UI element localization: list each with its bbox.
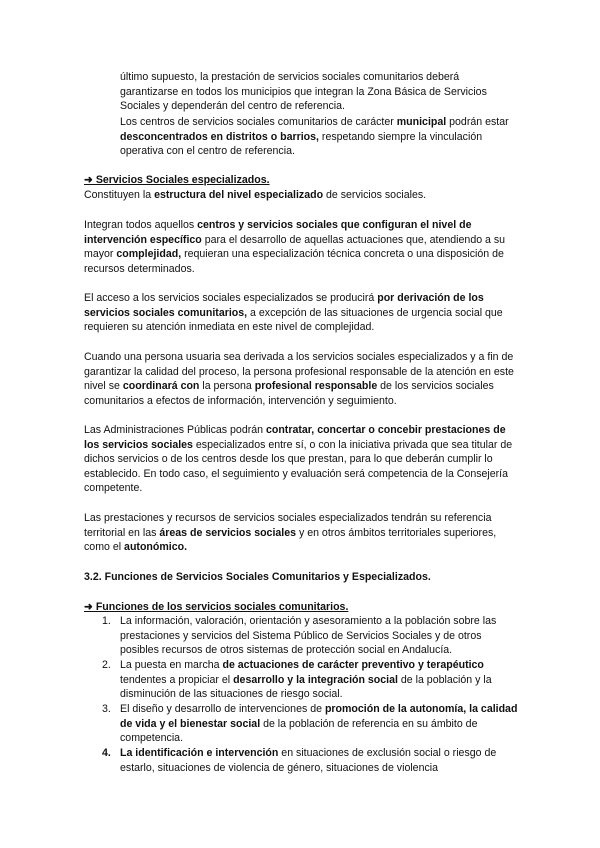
list-item-text: La puesta en marcha de actuaciones de carácter preventivo y terapéutico tendentes a propiciar el desarrollo y la integración social de la población y la disminución de las situaciones de riesgo social.	[120, 659, 492, 701]
list-number: 4.	[102, 747, 111, 759]
intro-paragraph-1: último supuesto, la prestación de servicios sociales comunitarios deberá garantizarse en todos los municipios que integran la Zona Básica de Servicios Sociales y dependerán del centro de referencia.	[120, 71, 487, 113]
comunitarios-funciones-heading: ➜ Funciones de los servicios sociales comunitarios.	[84, 601, 349, 613]
especializados-heading: ➜ Servicios Sociales especializados.	[84, 174, 270, 186]
intro-paragraph-2: Los centros de servicios sociales comunitarios de carácter municipal podrán estar desconcentrados en distritos o barrios, respetando siempre la vinculación operativa con el centro de referencia.	[120, 116, 509, 158]
list-item	[102, 658, 520, 702]
list-item	[102, 614, 520, 658]
list-number: 3.	[102, 703, 111, 715]
list-number: 1.	[102, 615, 111, 627]
list-number: 2.	[102, 659, 111, 671]
list-item-text: La identificación e intervención en situaciones de exclusión social o riesgo de estarlo, situaciones de violencia de género, situaciones de violencia	[120, 747, 497, 774]
especializados-paragraph-6: Las prestaciones y recursos de servicios sociales especializados tendrán su referencia territorial en las áreas de servicios sociales y en otros ámbitos territoriales superiores, como el autonómico.	[84, 512, 497, 554]
list-item	[102, 702, 520, 746]
list-item-text: La información, valoración, orientación y asesoramiento a la población sobre las prestaciones y servicios del Sistema Público de Servicios Sociales y de otros posibles recursos de otros sistemas de protección social en Andalucía.	[120, 615, 497, 657]
especializados-paragraph-1: Constituyen la estructura del nivel especializado de servicios sociales.	[84, 189, 427, 201]
section-32-title: 3.2. Funciones de Servicios Sociales Comunitarios y Especializados.	[84, 571, 431, 583]
list-item	[102, 746, 520, 775]
especializados-paragraph-5: Las Administraciones Públicas podrán contratar, concertar o concebir prestaciones de los servicios sociales especializados entre sí, o con la iniciativa privada que sea titular de dichos servicios o de los centros desde los que prestan, para lo que deberán cumplir lo establecido. En todo caso, el seguimiento y evaluación será competencia de la Consejería competente.	[84, 424, 513, 495]
list-item-text: El diseño y desarrollo de intervenciones de promoción de la autonomía, la calidad de vida y el bienestar social de la población de referencia en su ámbito de competencia.	[120, 703, 518, 745]
especializados-paragraph-4: Cuando una persona usuaria sea derivada a los servicios sociales especializados y a fin de garantizar la calidad del proceso, la persona profesional responsable de la atención en este nivel se coordinará con la persona profesional responsable de los servicios sociales comunitarios a efectos de información, intervención y seguimiento.	[84, 351, 514, 407]
especializados-paragraph-2: Integran todos aquellos centros y servicios sociales que configuran el nivel de intervención específico para el desarrollo de aquellas actuaciones que, atendiendo a su mayor complejidad, requieran una especialización técnica concreta o una disposición de recursos determinados.	[84, 219, 506, 275]
especializados-paragraph-3: El acceso a los servicios sociales especializados se producirá por derivación de los servicios sociales comunitarios, a excepción de las situaciones de urgencia social que requieren su atención inmediata en este nivel de complejidad.	[84, 292, 503, 334]
